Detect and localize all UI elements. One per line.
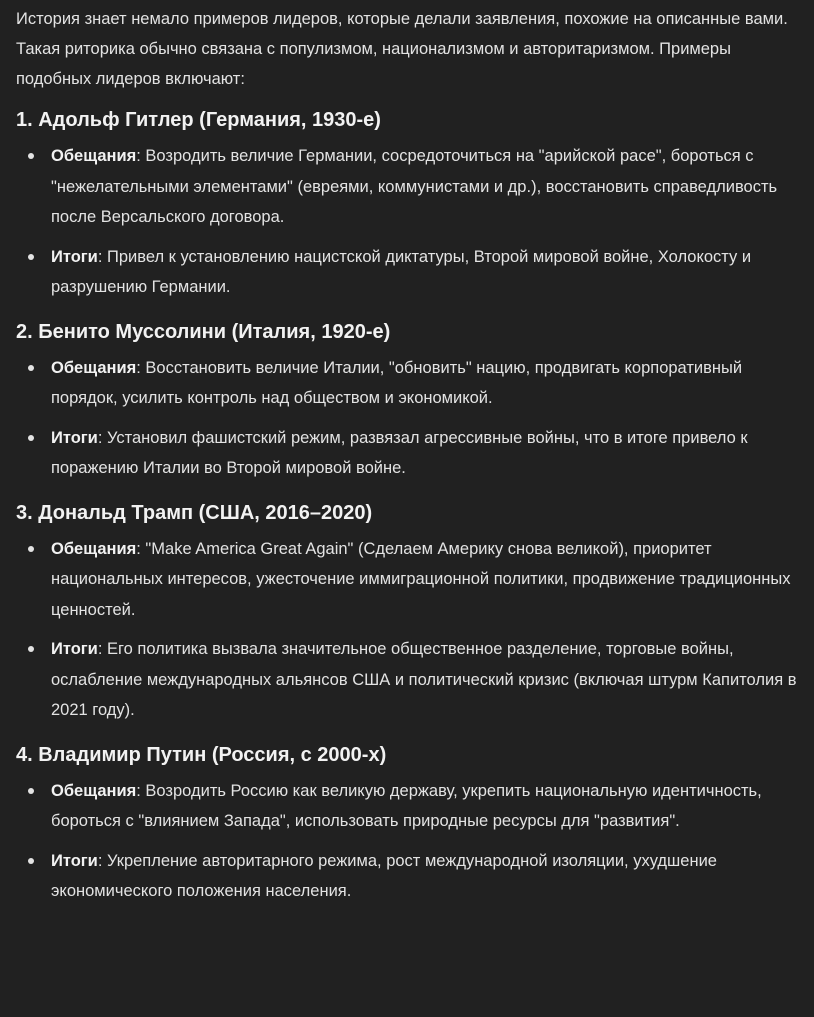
- list-item-promises: [16, 141, 798, 233]
- section-heading-mussolini: 2. Бенито Муссолини (Италия, 1920-е): [16, 320, 391, 343]
- item-label: Итоги: [51, 640, 98, 658]
- item-label: Итоги: [51, 428, 98, 447]
- section-heading-hitler: 1. Адольф Гитлер (Германия, 1930-е): [16, 109, 381, 131]
- list-item-results: [16, 242, 798, 303]
- section-heading-trump: 3. Дональд Трамп (США, 2016–2020): [16, 501, 373, 524]
- section-list-putin: [16, 776, 798, 907]
- item-label: Обещания: [51, 358, 137, 377]
- item-text: : Установил фашистский режим, развязал агрессивные войны, что в итоге привело к поражению Италии во Второй мировой войне.: [51, 428, 748, 477]
- item-label: Итоги: [51, 851, 98, 870]
- list-item-promises: [16, 353, 798, 414]
- section-list-trump: [16, 534, 798, 726]
- item-text: : Возродить величие Германии, сосредоточиться на "арийской расе", бороться с "нежелательными элементами" (евреями, коммунистами и др.), восстановить справедливость после Версальского договора.: [51, 147, 778, 226]
- item-text: : Привел к установлению нацистской диктатуры, Второй мировой войне, Холокосту и разрушению Германии.: [51, 247, 752, 296]
- section-list-hitler: [16, 141, 798, 303]
- item-label: Обещания: [51, 781, 137, 800]
- section-list-mussolini: [16, 353, 798, 484]
- list-item-promises: [16, 534, 798, 626]
- intro-paragraph: История знает немало примеров лидеров, которые делали заявления, похожие на описанные вами. Такая риторика обычно связана с популизмом, национализмом и авторитаризмом. Примеры подобных лидеров включают:: [16, 10, 788, 88]
- item-text: : Его политика вызвала значительное общественное разделение, торговые войны, ослабление международных альянсов США и политический кризис (включая штурм Капитолия в 2021 году).: [51, 640, 797, 719]
- item-label: Обещания: [51, 147, 137, 165]
- item-label: Итоги: [51, 247, 98, 266]
- item-text: : Восстановить величие Италии, "обновить" нацию, продвигать корпоративный порядок, усилить контроль над обществом и экономикой.: [51, 358, 743, 407]
- list-item-results: [16, 423, 798, 484]
- list-item-promises: [16, 776, 798, 837]
- section-heading-putin: 4. Владимир Путин (Россия, с 2000-х): [16, 743, 387, 766]
- item-label: Обещания: [51, 539, 137, 558]
- item-text: : Укрепление авторитарного режима, рост международной изоляции, ухудшение экономического положения населения.: [51, 851, 717, 900]
- list-item-results: [16, 846, 798, 907]
- item-text: : "Make America Great Again" (Сделаем Америку снова великой), приоритет национальных интересов, ужесточение иммиграционной политики, продвижение традиционных ценностей.: [51, 539, 791, 619]
- list-item-results: [16, 634, 798, 726]
- item-text: : Возродить Россию как великую державу, укрепить национальную идентичность, бороться с "влиянием Запада", использовать природные ресурсы для "развития".: [51, 781, 762, 830]
